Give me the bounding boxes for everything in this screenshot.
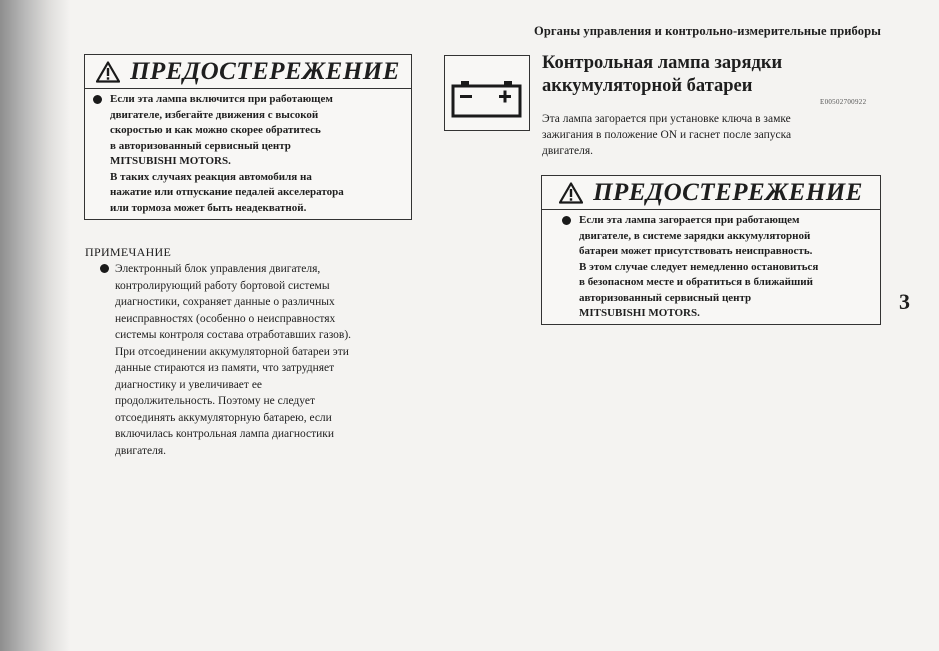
charging-lamp-icon-box	[444, 55, 530, 131]
bullet-dot	[562, 216, 571, 225]
left-warning-box	[84, 54, 412, 220]
battery-icon	[445, 56, 529, 130]
warning-triangle-icon	[96, 61, 120, 83]
note-text: Электронный блок управления двигателя, контролирующий работу бортовой системы диагностики, сохраняет данные о различных неисправностях (особенно о неисправностях системы контроля состава отработавших газов). При отсоединении аккумуляторной батареи эти данные стираются из памяти, что затрудняет диагностику и увеличивает ее продолжительность. Поэтому не следует отсоединять аккумуляторную батарею, если включилась контрольная лампа диагностики двигателя.	[115, 263, 352, 457]
warning-title: ПРЕДОСТЕРЕЖЕНИЕ	[130, 57, 400, 85]
warning-text: Если эта лампа загорается при работающем двигателе, в системе зарядки аккумуляторной батареи может присутствовать неисправность. В этом случае следует немедленно остановиться в безопасном месте и обратиться в ближайший авторизованный сервисный центр MITSUBISHI MOTORS.	[579, 214, 819, 319]
right-warning-box	[541, 175, 881, 325]
warning-header	[542, 176, 880, 210]
warning-header	[85, 55, 411, 89]
page-header: Органы управления и контрольно-измерительные приборы	[534, 24, 881, 38]
bullet-dot	[100, 264, 109, 273]
note-label: ПРИМЕЧАНИЕ	[85, 245, 172, 259]
bullet-dot	[93, 95, 102, 104]
warning-title: ПРЕДОСТЕРЕЖЕНИЕ	[593, 178, 863, 206]
section-number: 3	[899, 289, 910, 314]
warning-text: Если эта лампа включится при работающем двигателе, избегайте движения с высокой скоростью и как можно скорее обратитесь в авторизованный сервисный центр MITSUBISHI MOTORS. В таких случаях реакция автомобиля на нажатие или отпускание педалей акселератора или тормоза может быть неадекватной.	[110, 93, 344, 214]
warning-body	[542, 210, 880, 328]
document-code: E00502700922	[820, 98, 867, 106]
section-title: Контрольная лампа зарядки аккумуляторной батареи	[542, 53, 783, 96]
adjacent-page-bleed	[0, 0, 70, 651]
warning-body	[85, 89, 411, 222]
warning-triangle-icon	[559, 182, 583, 204]
note-body	[100, 261, 351, 459]
section-description: Эта лампа загорается при установке ключа в замке зажигания в положение ON и гаснет после запуска двигателя.	[542, 113, 792, 157]
